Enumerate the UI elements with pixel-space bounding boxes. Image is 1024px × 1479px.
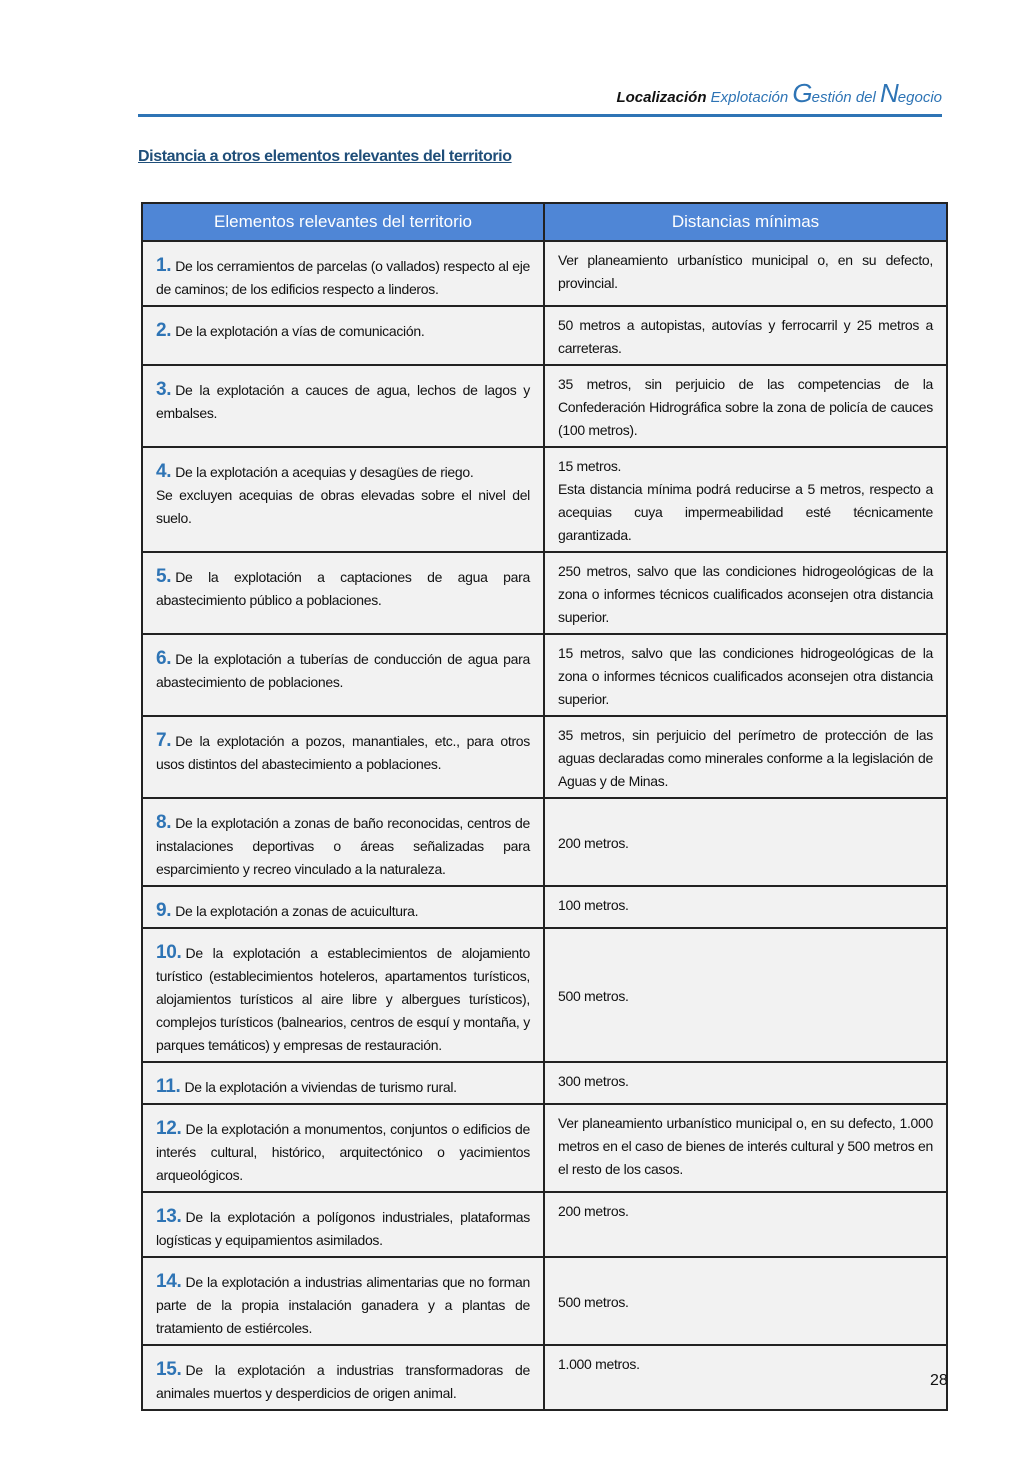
distance-cell: 500 metros. — [544, 1257, 947, 1345]
row-number: 14. — [156, 1271, 182, 1292]
running-header — [138, 78, 942, 108]
row-number: 12. — [156, 1118, 182, 1139]
page-number: 28 — [930, 1372, 948, 1389]
table-row — [142, 552, 947, 634]
table-row — [142, 798, 947, 886]
element-cell — [142, 886, 544, 928]
element-cell — [142, 1062, 544, 1104]
element-cell — [142, 798, 544, 886]
table-row — [142, 634, 947, 716]
element-text: De la explotación a vías de comunicación. — [175, 323, 425, 339]
distance-cell: 200 metros. — [544, 1192, 947, 1257]
distance-cell: 50 metros a autopistas, autovías y ferrocarril y 25 metros a carreteras. — [544, 306, 947, 365]
row-number: 10. — [156, 942, 182, 963]
row-number: 2. — [156, 320, 172, 341]
element-cell — [142, 365, 544, 447]
element-text: De la explotación a pozos, manantiales, etc., para otros usos distintos del abastecimiento a poblaciones. — [156, 733, 530, 772]
element-text: De la explotación a zonas de acuicultura. — [175, 903, 419, 919]
header-word-negocio: egocio — [897, 89, 942, 106]
row-number: 5. — [156, 566, 172, 587]
header-word-localizacion: Localización — [616, 89, 707, 106]
distance-cell: 35 metros, sin perjuicio de las competencias de la Confederación Hidrográfica sobre la zona de policía de cauces (100 metros). — [544, 365, 947, 447]
row-number: 13. — [156, 1206, 182, 1227]
element-cell — [142, 306, 544, 365]
element-cell — [142, 1345, 544, 1410]
column-header-distances: Distancias mínimas — [544, 203, 947, 241]
distance-cell: Ver planeamiento urbanístico municipal o, en su defecto, provincial. — [544, 241, 947, 306]
header-word-gestion: estión del — [811, 89, 876, 106]
row-number: 15. — [156, 1359, 182, 1380]
table-row — [142, 1257, 947, 1345]
header-initial-n: N — [880, 78, 898, 108]
table-header-row — [142, 203, 947, 241]
element-text: De la explotación a cauces de agua, lechos de lagos y embalses. — [156, 382, 530, 421]
element-text: De la explotación a captaciones de agua para abastecimiento público a poblaciones. — [156, 569, 530, 608]
element-cell — [142, 552, 544, 634]
element-text: De los cerramientos de parcelas (o vallados) respecto al eje de caminos; de los edificios respecto a linderos. — [156, 258, 530, 297]
element-cell — [142, 1104, 544, 1192]
table-row — [142, 716, 947, 798]
distance-extra-text: Esta distancia mínima podrá reducirse a 5 metros, respecto a acequias cuya impermeabilidad esté técnicamente garantizada. — [558, 481, 933, 543]
distance-cell: Ver planeamiento urbanístico municipal o, en su defecto, 1.000 metros en el caso de bienes de interés cultural y 500 metros en el resto de los casos. — [544, 1104, 947, 1192]
column-header-elements: Elementos relevantes del territorio — [142, 203, 544, 241]
element-cell — [142, 928, 544, 1062]
section-title: Distancia a otros elementos relevantes del territorio — [138, 148, 512, 165]
element-cell — [142, 716, 544, 798]
table-row — [142, 365, 947, 447]
row-number: 6. — [156, 648, 172, 669]
table-row — [142, 1062, 947, 1104]
element-text: De la explotación a viviendas de turismo rural. — [184, 1079, 457, 1095]
element-text: De la explotación a polígonos industriales, plataformas logísticas y equipamientos asimilados. — [156, 1209, 530, 1248]
table-row — [142, 447, 947, 552]
distance-cell — [544, 447, 947, 552]
table-row — [142, 241, 947, 306]
distance-cell: 300 metros. — [544, 1062, 947, 1104]
header-word-explotacion: Explotación — [710, 89, 789, 106]
distances-table — [141, 202, 948, 1411]
row-number: 9. — [156, 900, 172, 921]
table-row — [142, 886, 947, 928]
element-cell — [142, 241, 544, 306]
table-row — [142, 1345, 947, 1410]
row-number: 4. — [156, 461, 172, 482]
element-cell — [142, 1257, 544, 1345]
distance-text: 15 metros. — [558, 458, 622, 474]
table-row — [142, 1192, 947, 1257]
distance-cell: 15 metros, salvo que las condiciones hidrogeológicas de la zona o informes técnicos cualificados aconsejen otra distancia superior. — [544, 634, 947, 716]
element-cell — [142, 1192, 544, 1257]
row-number: 1. — [156, 255, 172, 276]
element-text: De la explotación a industrias transformadoras de animales muertos y desperdicios de origen animal. — [156, 1362, 530, 1401]
table-row — [142, 1104, 947, 1192]
distance-cell: 35 metros, sin perjuicio del perímetro de protección de las aguas declaradas como minerales conforme a la legislación de Aguas y de Minas. — [544, 716, 947, 798]
table-row — [142, 928, 947, 1062]
element-text: De la explotación a acequias y desagües de riego. — [175, 464, 474, 480]
element-text: De la explotación a establecimientos de alojamiento turístico (establecimientos hoteleros, apartamentos turísticos, alojamientos turísticos al aire libre y albergues turísticos), complejos turísticos (balnearios, centros de esquí y montaña, y parques temáticos) y empresas de restauración. — [156, 945, 530, 1053]
element-text: De la explotación a monumentos, conjuntos o edificios de interés cultural, histórico, arquitectónico o yacimientos arqueológicos. — [156, 1121, 530, 1183]
row-number: 8. — [156, 812, 172, 833]
row-number: 7. — [156, 730, 172, 751]
distance-cell: 250 metros, salvo que las condiciones hidrogeológicas de la zona o informes técnicos cualificados aconsejen otra distancia superior. — [544, 552, 947, 634]
table-row — [142, 306, 947, 365]
row-number: 3. — [156, 379, 172, 400]
distance-cell: 1.000 metros. — [544, 1345, 947, 1410]
header-divider — [138, 114, 942, 117]
element-cell — [142, 447, 544, 552]
row-number: 11. — [156, 1076, 181, 1097]
distance-cell: 100 metros. — [544, 886, 947, 928]
element-text: De la explotación a zonas de baño reconocidas, centros de instalaciones deportivas o áreas señalizadas para esparcimiento y recreo vinculado a la naturaleza. — [156, 815, 530, 877]
element-text: De la explotación a industrias alimentarias que no forman parte de la propia instalación ganadera y a plantas de tratamiento de estiércoles. — [156, 1274, 530, 1336]
element-extra-text: Se excluyen acequias de obras elevadas sobre el nivel del suelo. — [156, 487, 530, 526]
element-cell — [142, 634, 544, 716]
distance-cell: 500 metros. — [544, 928, 947, 1062]
element-text: De la explotación a tuberías de conducción de agua para abastecimiento de poblaciones. — [156, 651, 530, 690]
distance-cell: 200 metros. — [544, 798, 947, 886]
header-initial-g: G — [792, 78, 812, 108]
